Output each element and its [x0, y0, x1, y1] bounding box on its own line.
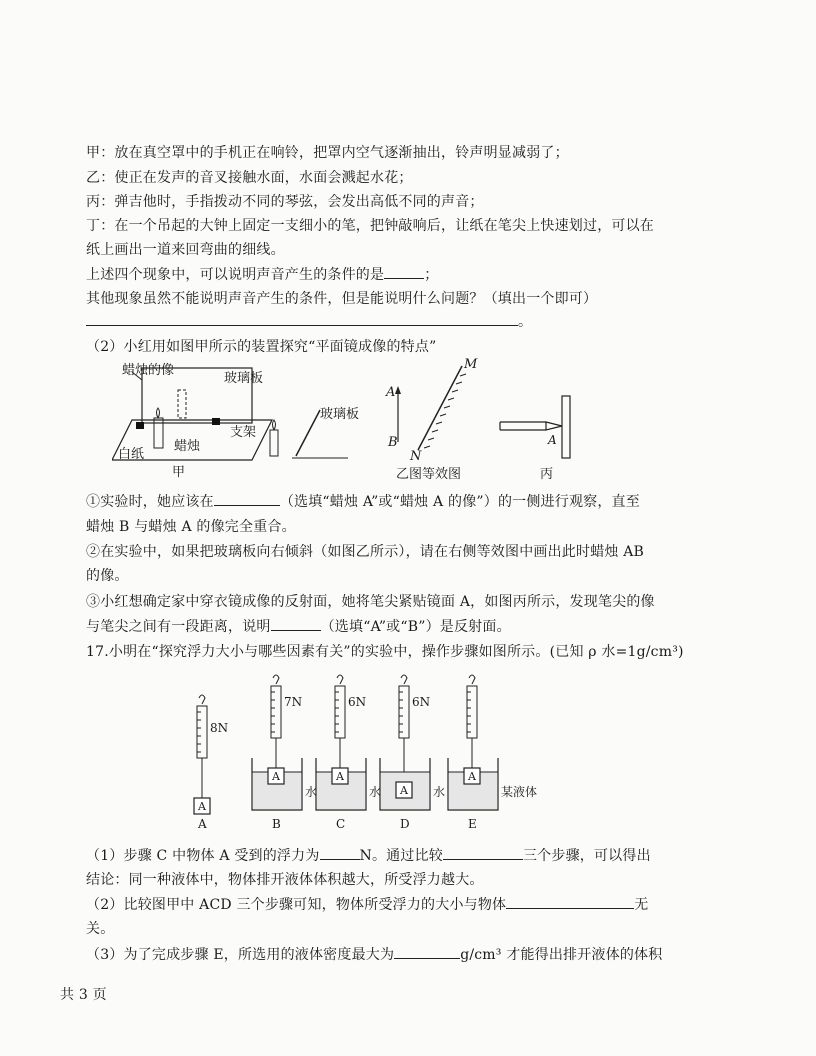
hand-hook-E: [469, 675, 475, 684]
answer-blank-density[interactable]: [394, 946, 460, 959]
stand-left-shape: [136, 422, 144, 429]
question-2-3-cont: 与笔尖之间有一段距离，说明 （选填“A”或“B”）是反射面。: [86, 619, 511, 635]
hand-hook-A: [199, 695, 205, 704]
force-reading-D: 6N: [412, 695, 431, 709]
question-17-2-cont: 关。: [86, 921, 115, 937]
label-m: M: [464, 357, 478, 372]
caption-jia: 甲: [172, 465, 186, 478]
answer-blank-steps[interactable]: [443, 847, 523, 860]
block-label-D: A: [400, 784, 408, 797]
question-17-2: （2）比较图甲中 ACD 三个步骤可知，物体所受浮力的大小与物体 无: [86, 897, 649, 913]
label-stand: 支架: [230, 425, 257, 440]
mirror-shape: [562, 396, 570, 458]
caption-yi: 乙图等效图: [396, 467, 462, 480]
question-2-3: ③小红想确定家中穿衣镜成像的反射面，她将笔尖紧贴镜面 A，如图丙所示，发现笔尖的像: [86, 594, 655, 610]
pen-tip: [546, 422, 562, 430]
label-glass-yi: 玻璃板: [320, 407, 360, 422]
label-paper: 白纸: [118, 447, 145, 462]
page-footer: 共 3 页: [60, 987, 107, 1003]
step-label-E: E: [468, 817, 477, 831]
caption-bing: 丙: [540, 467, 554, 482]
force-reading-B: 7N: [284, 695, 303, 709]
spring-scale-E: [467, 686, 477, 738]
spring-scale-A: [197, 706, 207, 758]
hand-hook-C: [337, 675, 343, 684]
question-17-stem: 17.小明在“探究浮力大小与哪些因素有关”的实验中，操作步骤如图所示。(已知 ρ 水=1g/cm³): [86, 644, 684, 660]
spring-scale-B: [271, 686, 281, 738]
candle-flame-shape: [273, 420, 276, 430]
candle-shape: [270, 430, 278, 456]
figure-buoyancy-steps: [180, 670, 580, 832]
stand-right-shape: [212, 418, 220, 425]
question-2-1-cont: 蜡烛 B 与蜡烛 A 的像完全重合。: [86, 519, 296, 535]
label-mirror-a: A: [548, 433, 557, 447]
question-2-1: ①实验时，她应该在 （选填“蜡烛 A”或“蜡烛 A 的像”）的一侧进行观察，直至: [86, 494, 640, 510]
statement-ding-2: 纸上画出一道来回弯曲的细线。: [86, 242, 285, 258]
tilted-glass-shape: [296, 410, 320, 456]
question-condition: 上述四个现象中，可以说明声音产生的条件的是 ；: [86, 267, 439, 283]
statement-jia: 甲：放在真空罩中的手机正在响铃，把罩内空气逐渐抽出，铃声明显减弱了；: [86, 145, 569, 161]
force-reading-A: 8N: [210, 721, 229, 735]
mirror-hatching: [424, 374, 466, 448]
question-17-1-cont: 结论：同一种液体中，物体排开液体体积越大，所受浮力越大。: [86, 872, 484, 888]
figure-bing: [496, 392, 596, 482]
label-candle: 蜡烛: [174, 439, 201, 454]
hand-hook-B: [273, 675, 279, 684]
hand-hook-D: [401, 675, 407, 684]
step-label-D: D: [400, 817, 410, 831]
question-17-1: （1）步骤 C 中物体 A 受到的浮力为 N。通过比较 三个步骤，可以得出: [86, 848, 651, 864]
candle-flame-shape: [157, 408, 160, 418]
statement-ding-1: 丁：在一个吊起的大钟上固定一支细小的笔，把钟敲响后，让纸在笔尖上快速划过，可以在: [86, 218, 654, 234]
answer-blank-unrelated[interactable]: [506, 896, 634, 909]
label-glass: 玻璃板: [224, 371, 264, 386]
arrow-head-shape: [395, 386, 401, 394]
label-candle-image: 蜡烛的像: [122, 363, 175, 378]
label-n: N: [410, 449, 422, 464]
liquid-label-B: 水: [305, 785, 318, 799]
force-reading-C: 6N: [348, 695, 367, 709]
answer-line-other: 。: [86, 311, 532, 331]
candle-image-shape: [178, 390, 186, 418]
liquid-label-C: 水: [369, 785, 382, 799]
answer-blank-reflect[interactable]: [271, 618, 321, 631]
question-2-2-cont: 的像。: [86, 568, 129, 584]
spring-scale-D: [399, 686, 409, 738]
block-label-E: A: [468, 770, 476, 783]
block-label-C: A: [336, 770, 344, 783]
liquid-label-E: 某液体: [501, 785, 538, 799]
mirror-mn-shape: [418, 366, 462, 450]
figure-yi-equivalent: [380, 354, 480, 480]
block-label-A: A: [198, 800, 206, 813]
label-a: A: [386, 385, 396, 400]
question-2-2: ②在实验中，如果把玻璃板向右倾斜（如图乙所示），请在右侧等效图中画出此时蜡烛 AB: [86, 544, 645, 560]
question-17-3: （3）为了完成步骤 E，所选用的液体密度最大为 g/cm³ 才能得出排开液体的体积: [86, 947, 663, 963]
answer-blank-observe[interactable]: [214, 493, 280, 506]
block-label-B: A: [272, 770, 280, 783]
step-label-B: B: [272, 817, 281, 831]
spring-scale-C: [335, 686, 345, 738]
statement-bing: 丙：弹吉他时，手指拨动不同的琴弦，会发出高低不同的声音；: [86, 194, 484, 210]
answer-blank-buoyancy[interactable]: [320, 847, 360, 860]
statement-yi: 乙：使正在发声的音叉接触水面，水面会溅起水花；: [86, 170, 413, 186]
part2-title: （2）小红用如图甲所示的装置探究“平面镜成像的特点”: [86, 339, 437, 355]
liquid-label-D: 水: [433, 785, 446, 799]
answer-blank-condition[interactable]: [384, 266, 424, 279]
label-b: B: [388, 435, 398, 450]
answer-blank-other[interactable]: [86, 313, 518, 326]
step-label-A: A: [198, 817, 207, 831]
step-label-C: C: [336, 817, 346, 831]
figure-yi-setup: [262, 400, 372, 464]
question-other: 其他现象虽然不能说明声音产生的条件，但是能说明什么问题？（填出一个即可）: [86, 291, 598, 307]
